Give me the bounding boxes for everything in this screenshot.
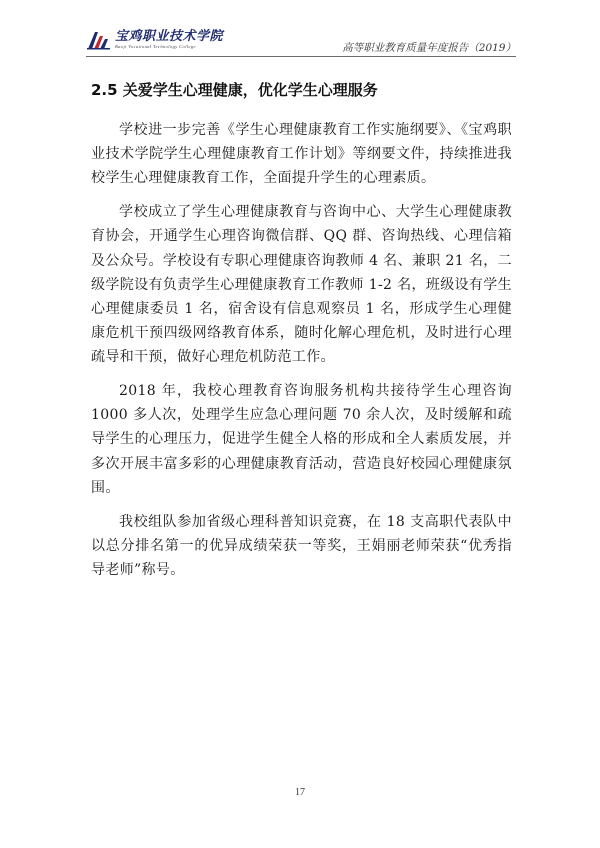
page-header xyxy=(86,30,516,56)
section-heading: 2.5 关爱学生心理健康，优化学生心理服务 xyxy=(91,81,378,99)
logo-college-name: 宝鸡职业技术学院 xyxy=(115,29,224,44)
paragraph: 学校进一步完善《学生心理健康教育工作实施纲要》、《宝鸡职业技术学院学生心理健康教育工作计划》等纲要文件，持续推进我校学生心理健康教育工作，全面提升学生的心理素质。 xyxy=(91,122,512,187)
logo-college-subtitle: Baoji Vocational Technology College xyxy=(115,44,196,49)
college-emblem-icon xyxy=(86,30,112,50)
header-divider xyxy=(86,56,516,57)
page-number: 17 xyxy=(295,787,305,798)
body-text xyxy=(91,118,512,592)
report-title: 高等职业教育质量年度报告（2019） xyxy=(342,42,516,54)
paragraph: 2018 年，我校心理教育咨询服务机构共接待学生心理咨询 1000 多人次，处理学生应急心理问题 70 余人次，及时缓解和疏导学生的心理压力，促进学生健全人格的形成和全人素质发展，并多次开展丰富多彩的心理健康教育活动，营造良好校园心理健康氛围。 xyxy=(91,383,512,496)
paragraph: 学校成立了学生心理健康教育与咨询中心、大学生心理健康教育协会，开通学生心理咨询微信群、QQ 群、咨询热线、心理信箱及公众号。学校设有专职心理健康咨询教师 4 名、兼职 21 名，二级学院设有负责学生心理健康教育工作教师 1-2 名，班级设有学生心理健康委员 1 名，宿舍设有信息观察员 1 名，形成学生心理健康危机干预四级网络教育体系，随时化解心理危机，及时进行心理疏导和干预，做好心理危机防范工作。 xyxy=(91,204,512,366)
paragraph: 我校组队参加省级心理科普知识竞赛，在 18 支高职代表队中以总分排名第一的优异成绩荣获一等奖，王娟丽老师荣获“优秀指导老师”称号。 xyxy=(91,513,512,578)
college-logo xyxy=(86,30,223,52)
